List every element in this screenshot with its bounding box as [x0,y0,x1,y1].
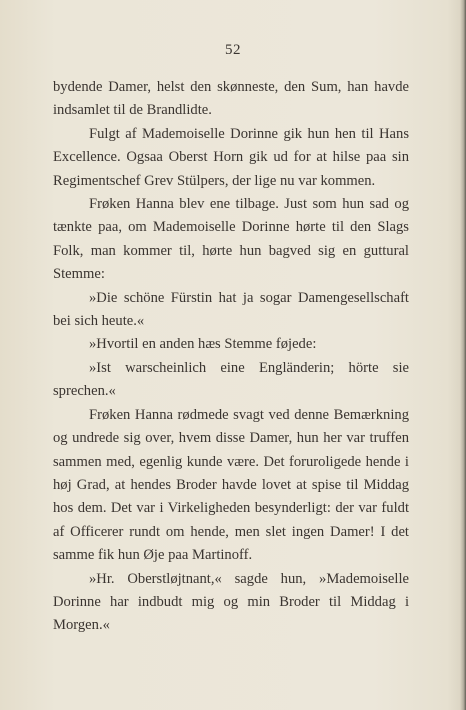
paragraph-5: »Hvortil en anden hæs Stemme føjede: [89,336,317,353]
page-number: 52 [225,42,241,58]
paragraph-2: Fulgt af Mademoiselle Dorinne gik hun hen til Hans Excellence. Ogsaa Oberst Horn gik ud for at hilse paa sin Regimentschef Grev Stülpers, der lige nu var kommen. [53,125,409,189]
paragraph-6: »Ist warscheinlich eine Engländerin; hörte sie sprechen.« [53,359,409,400]
paragraph-8: »Hr. Oberstløjtnant,« sagde hun, »Mademoiselle Dorinne har indbudt mig og min Broder til Middag i Morgen.« [53,570,409,634]
paragraph-4: »Die schöne Fürstin hat ja sogar Damengesellschaft bei sich heute.« [53,289,409,330]
page-edge-shadow [460,0,466,710]
paragraph-7: Frøken Hanna rødmede svagt ved denne Bemærkning og undrede sig over, hvem disse Damer, hun her var truffen sammen med, egenlig kunde være. Det foruroligede hende i høj Grad, at hendes Broder havde lovet at spise til Middag hos dem. Det var i Virkeligheden besynderligt: der var fuldt af Officerer rundt om hende, men slet ingen Damer! I det samme fik hun Øje paa Martinoff. [53,406,409,564]
body-text [53,76,409,638]
paragraph-3: Frøken Hanna blev ene tilbage. Just som hun sad og tænkte paa, om Mademoiselle Dorinne hørte til den Slags Folk, man kommer til, hørte hun bagved sig en guttural Stemme: [53,196,409,283]
paragraph-1: bydende Damer, helst den skønneste, den Sum, han havde indsamlet til de Brandlidte. [53,79,409,119]
